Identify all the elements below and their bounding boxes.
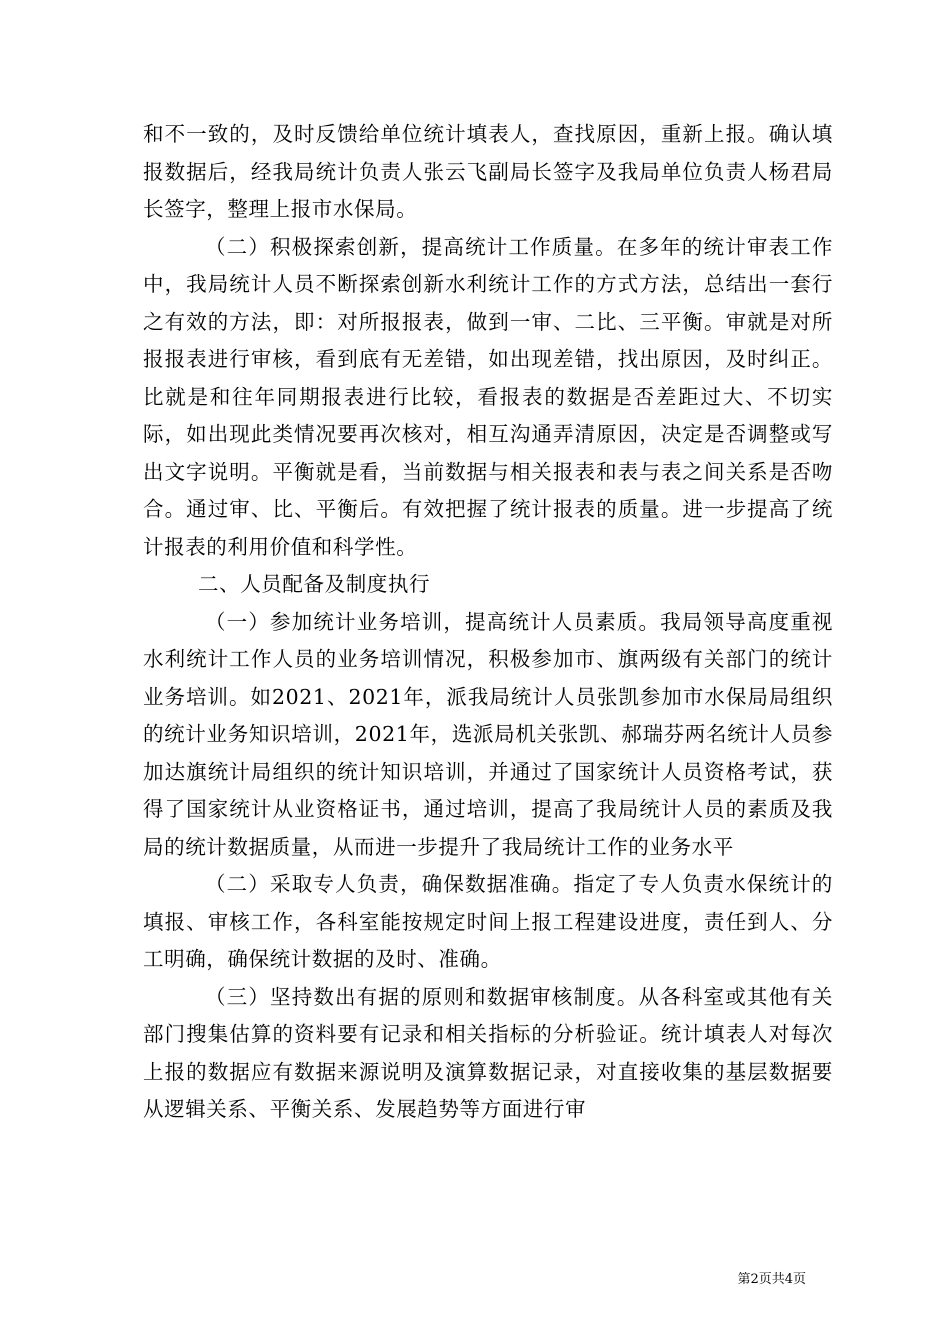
paragraph-continuation: 和不一致的，及时反馈给单位统计填表人，查找原因，重新上报。确认填报数据后，经我局统计负责人张云飞副局长签字及我局单位负责人杨君局长签字，整理上报市水保局。 (143, 122, 833, 221)
paragraph-dedicated-staff: （二）采取专人负责，确保数据准确。指定了专人负责水保统计的填报、审核工作，各科室能按规定时间上报工程建设进度，责任到人、分工明确，确保统计数据的及时、准确。 (143, 872, 833, 971)
paragraph-explore-innovation: （二）积极探索创新，提高统计工作质量。在多年的统计审表工作中，我局统计人员不断探索创新水利统计工作的方式方法，总结出一套行之有效的方法，即：对所报报表，做到一审、二比、三平衡。审就是对所报报表进行审核，看到底有无差错，如出现差错，找出原因，及时纠正。比就是和往年同期报表进行比较，看报表的数据是否差距过大、不切实际，如出现此类情况要再次核对，相互沟通弄清原因，决定是否调整或写出文字说明。平衡就是看，当前数据与相关报表和表与表之间关系是否吻合。通过审、比、平衡后。有效把握了统计报表的质量。进一步提高了统计报表的利用价值和科学性。 (143, 234, 833, 559)
paragraph-training: （一）参加统计业务培训，提高统计人员素质。我局领导高度重视水利统计工作人员的业务培训情况，积极参加市、旗两级有关部门的统计业务培训。如2021、2021年，派我局统计人员张凯参加市水保局局组织的统计业务知识培训，2021年，选派局机关张凯、郝瑞芬两名统计人员参加达旗统计局组织的统计知识培训，并通过了国家统计人员资格考试，获得了国家统计从业资格证书，通过培训，提高了我局统计人员的素质及我局的统计数据质量，从而进一步提升了我局统计工作的业务水平 (143, 609, 833, 859)
paragraph-data-audit: （三）坚持数出有据的原则和数据审核制度。从各科室或其他有关部门搜集估算的资料要有记录和相关指标的分析验证。统计填表人对每次上报的数据应有数据来源说明及演算数据记录，对直接收集的基层数据要从逻辑关系、平衡关系、发展趋势等方面进行审 (143, 984, 833, 1121)
section-heading-staffing: 二、人员配备及制度执行 (198, 572, 431, 596)
document-body (143, 116, 833, 1129)
page-number-footer: 第2页共4页 (737, 1272, 806, 1287)
